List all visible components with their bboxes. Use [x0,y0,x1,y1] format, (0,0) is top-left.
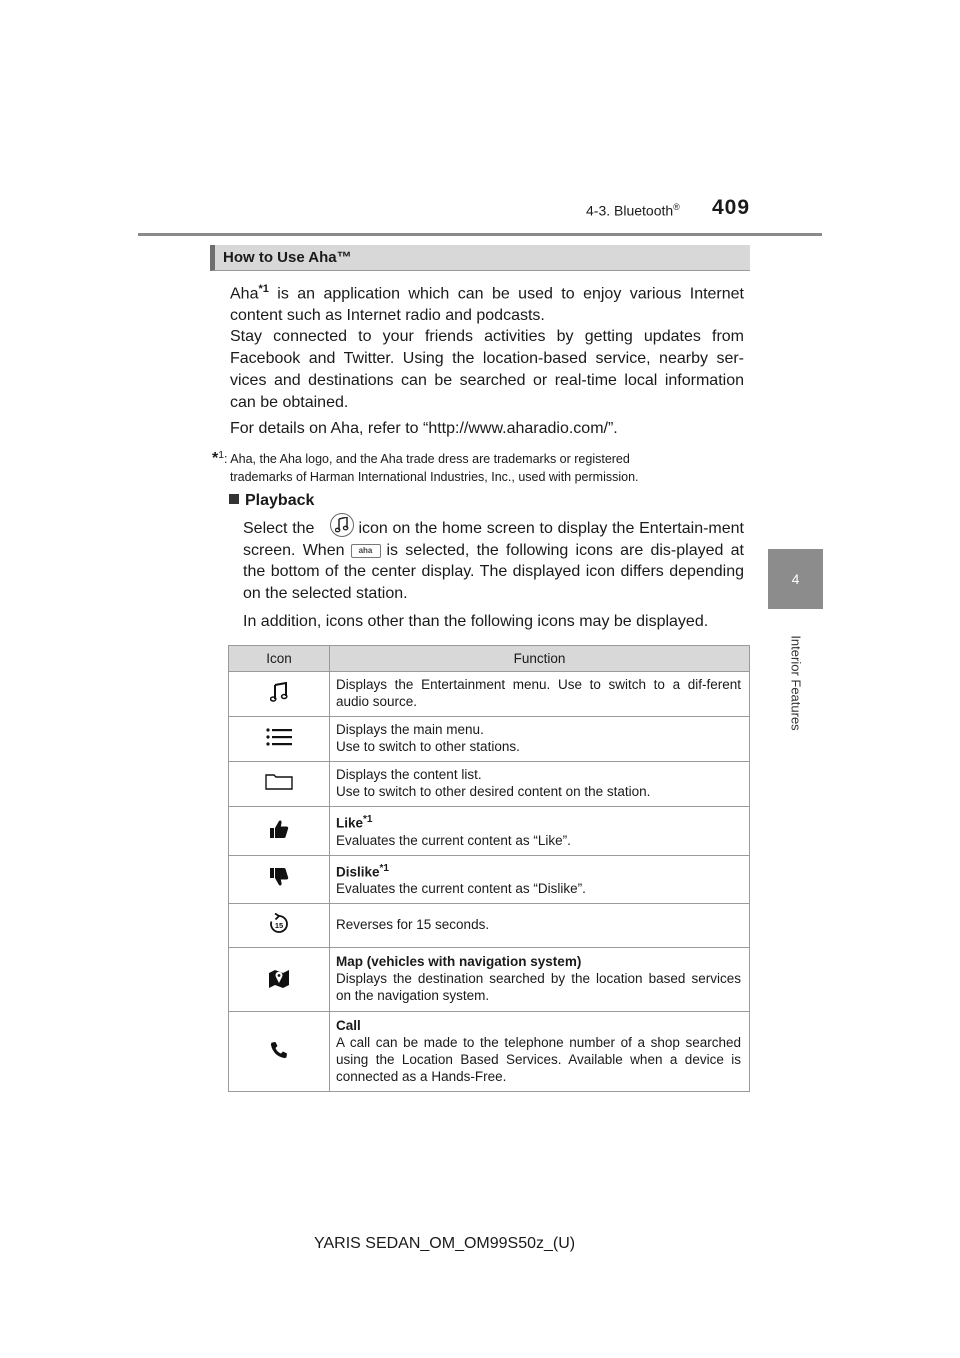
header-section-title: 4-3. Bluetooth® [586,202,680,219]
phone-icon [229,1012,330,1092]
document-code: YARIS SEDAN_OM_OM99S50z_(U) [314,1235,576,1252]
music-note-icon [229,672,330,717]
table-row [229,855,750,904]
menu-list-icon [229,717,330,762]
folder-icon [229,762,330,807]
rewind-15-icon [229,904,330,948]
chapter-label: Interior Features [788,635,804,731]
inline-music-note-icon [314,519,358,533]
table-row [229,672,750,717]
map-pin-icon [229,948,330,1012]
table-row [229,717,750,762]
table-row [229,762,750,807]
playback-heading: Playback [229,492,314,510]
thumbs-up-icon [229,807,330,856]
svg-text:15: 15 [274,920,284,930]
function-description: Reverses for 15 seconds. [336,917,490,932]
function-description: Displays the content list. Use to switch to other desired content on the station. [336,767,651,799]
playback-paragraph-2: In addition, icons other than the following icons may be displayed. [243,613,709,630]
function-description: Displays the Entertainment menu. Use to switch to a dif-ferent audio source. [336,677,741,709]
table-row [229,948,750,1012]
function-title: Call [336,1017,361,1033]
table-row [229,807,750,856]
function-description: Evaluates the current content as “Like”. [336,832,571,848]
intro-paragraph-1: Aha$^{*1}$ is an application which can be used to enjoy various Internet content such as Internet radio and podcasts. [230,283,744,325]
function-title: Dislike$^{*1}$ [336,862,389,879]
table-header-icon: Icon [229,646,330,672]
table-header-function: Function [330,646,750,672]
trademark-footnote: *$^1$: Aha, the Aha logo, and the Aha trade dress are trademarks or registered trademarks of Harman International Industries, Inc., used with permission. [212,450,639,485]
page-number: 409 [712,196,751,219]
function-description: Displays the destination searched by the location based services on the navigation system. [336,971,741,1003]
icon-function-table [228,645,750,1092]
table-row [229,1012,750,1092]
function-description: A call can be made to the telephone number of a shop searched using the Location Based Services. Available when a device is connected as a Hands-Free. [336,1034,741,1084]
function-description: Displays the main menu. Use to switch to other stations. [336,722,520,754]
aha-icon: aha [351,544,381,558]
chapter-tab: 4 [768,549,823,609]
intro-paragraph-2: Stay connected to your friends activities by getting updates from Facebook and Twitter. Using the location-based service, nearby ser-vices and destinations can be searched or real-time local information can be obtained. [230,328,744,411]
intro-paragraph-3: For details on Aha, refer to “http://www.aharadio.com/”. [230,420,618,437]
section-heading: How to Use Aha™ [210,245,750,271]
function-title: Map (vehicles with navigation system) [336,954,582,969]
function-description: Evaluates the current content as “Dislike”. [336,881,586,896]
thumbs-down-icon [229,855,330,904]
header-rule [138,233,822,236]
function-title: Like$^{*1}$ [336,814,373,831]
square-bullet-icon [229,494,239,504]
table-row [229,904,750,948]
playback-paragraph-1: Select the icon on the home screen to display the Entertain-ment screen. When aha is selected, the following icons are dis-played at the bottom of the center display. The displayed icon differs depending on the selected station. [243,518,744,604]
